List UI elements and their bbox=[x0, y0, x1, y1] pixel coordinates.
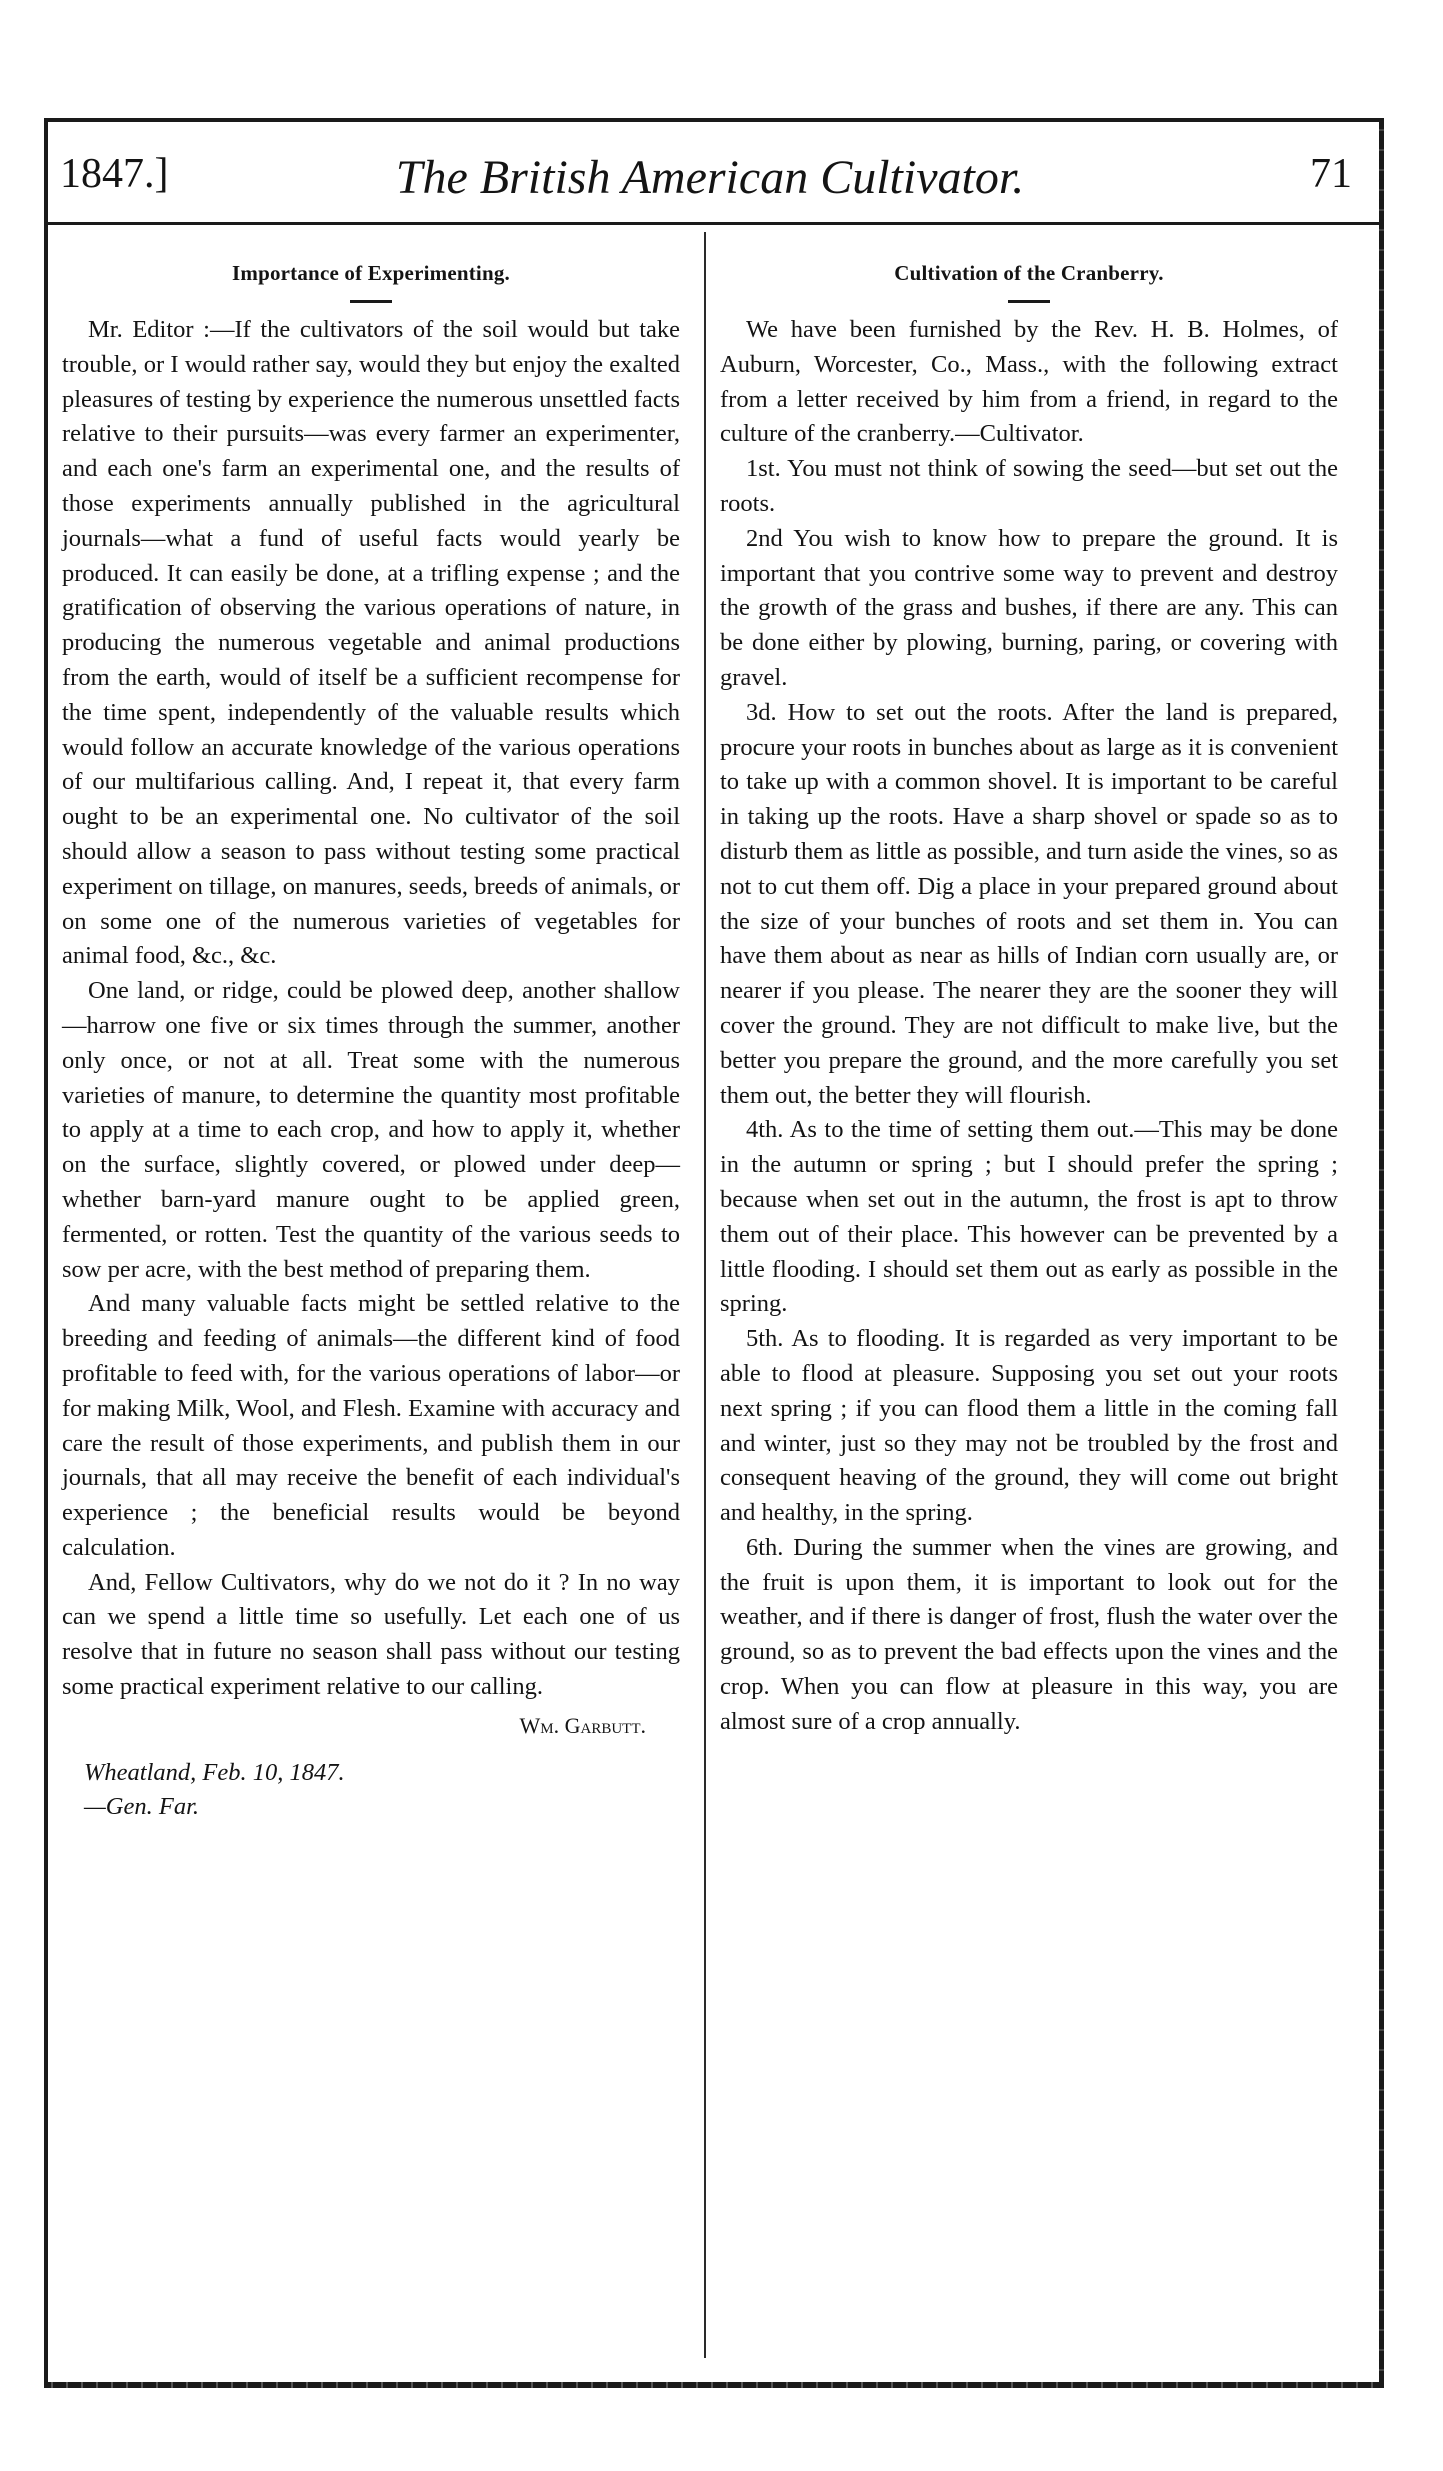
article-paragraph: And many valuable facts might be settled relative to the breeding and feeding of animals—the different kind of food profitable to feed with, for the various operations of labor—or for making Milk, Wool, and Flesh. Examine with accuracy and care the result of those experiments, and publish them in our journals, that all may receive the benefit of each individual's experience ; the beneficial results would be beyond calculation. bbox=[62, 1290, 680, 1561]
article-paragraph: 1st. You must not think of sowing the seed—but set out the roots. bbox=[720, 455, 1338, 517]
column-divider bbox=[704, 232, 706, 2358]
author-signature: Wm. Garbutt. bbox=[519, 1712, 646, 1738]
header-rule bbox=[48, 222, 1380, 225]
article-paragraph: And, Fellow Cultivators, why do we not do it ? In no way can we spend a little time so usefully. Let each one of us resolve that in future no season shall pass without our testing some practical experiment relative to our calling. bbox=[62, 1568, 680, 1701]
article-paragraph: We have been furnished by the Rev. H. B. Holmes, of Auburn, Worcester, Co., Mass., with the following extract from a letter received by him from a friend, in regard to the culture of the cranberry.—Cultivator. bbox=[720, 316, 1338, 448]
article-paragraph: One land, or ridge, could be plowed deep, another shallow—harrow one five or six times through the summer, another only once, or not at all. Treat some with the numerous varieties of manure, to determine the quantity most profitable to apply at a time to each crop, and how to apply it, whether on the surface, slightly covered, or plowed under deep—whether barn-yard manure ought to be applied green, fermented, or rotten. Test the quantity of the various seeds to sow per acre, with the best method of preparing them. bbox=[62, 977, 680, 1283]
article-paragraph: 6th. During the summer when the vines are growing, and the fruit is upon them, it is important to look out for the weather, and if there is danger of frost, flush the water over the ground, so as to prevent the bad effects upon the vines and the crop. When you can flow at pleasure in this way, you are almost sure of a crop annually. bbox=[720, 1533, 1338, 1735]
page-header bbox=[50, 150, 1370, 210]
publication-title: The British American Cultivator. bbox=[395, 151, 1025, 204]
article-heading: Cultivation of the Cranberry. bbox=[894, 261, 1164, 285]
article-paragraph: Mr. Editor :—If the cultivators of the soil would but take trouble, or I would rather say, would they but enjoy the exalted pleasures of testing by experience the numerous unsettled facts relative to their pursuits—was every farmer an experimenter, and each one's farm an experimental one, and the results of those experiments annually published in the agricultural journals—what a fund of useful facts would yearly be produced. It can easily be done, at a trifling expense ; and the gratification of observing the various operations of nature, in producing the numerous vegetable and animal productions from the earth, would of itself be a sufficient recompense for the time spent, independently of the valuable results which would follow an accurate knowledge of the various operations of our multifarious calling. And, I repeat it, that every farm ought to be an experimental one. No cultivator of the soil should allow a season to pass without testing some practical experiment on tillage, on manures, seeds, breeds of animals, or on some one of the numerous varieties of vegetables for animal food, &c., &c. bbox=[62, 316, 680, 970]
frame-top-border bbox=[44, 118, 1384, 122]
article-paragraph: 4th. As to the time of setting them out.—This may be done in the autumn or spring ; but I should prefer the spring ; because when set out in the autumn, the frost is apt to throw them out of their place. This however can be prevented by a little flooding. I should set them out as early as possible in the spring. bbox=[720, 1116, 1338, 1318]
frame-bottom-border bbox=[44, 2382, 1384, 2388]
article-paragraph: 5th. As to flooding. It is regarded as very important to be able to flood at pleasure. Supposing you set out your roots next spring ; if you can flood them a little in the coming fall and winter, just so they may not be troubled by the frost and consequent heaving of the ground, they will come out bright and healthy, in the spring. bbox=[720, 1325, 1338, 1527]
heading-dash bbox=[1008, 300, 1050, 303]
article-heading: Importance of Experimenting. bbox=[232, 261, 510, 285]
frame-left-border bbox=[44, 118, 48, 2388]
page-number: 71 bbox=[1310, 151, 1352, 197]
frame-right-border bbox=[1379, 118, 1384, 2388]
article-source: —Gen. Far. bbox=[84, 1793, 200, 1821]
article-importance-of-experimenting bbox=[62, 258, 680, 1825]
heading-dash bbox=[350, 300, 392, 303]
article-paragraph: 3d. How to set out the roots. After the land is prepared, procure your roots in bunches about as large as it is convenient to take up with a common shovel. It is important to be careful in taking up the roots. Have a sharp shovel or spade so as to disturb them as little as possible, and turn aside the vines, so as not to cut them off. Dig a place in your prepared ground about the size of your bunches of roots and set them in. You can have them about as near as hills of Indian corn usually are, or nearer if you please. The nearer they are the sooner they will cover the ground. They are not difficult to make live, but the better you prepare the ground, and the more carefully you set them out, the better they will flourish. bbox=[720, 698, 1338, 1109]
page-frame bbox=[44, 118, 1384, 2388]
publication-year: 1847.] bbox=[60, 151, 169, 197]
article-dateline: Wheatland, Feb. 10, 1847. bbox=[84, 1758, 345, 1786]
article-cultivation-of-cranberry bbox=[720, 258, 1338, 1740]
article-paragraph: 2nd You wish to know how to prepare the ground. It is important that you contrive some way to prevent and destroy the growth of the grass and bushes, if there are any. This can be done either by plowing, burning, paring, or covering with gravel. bbox=[720, 524, 1338, 691]
